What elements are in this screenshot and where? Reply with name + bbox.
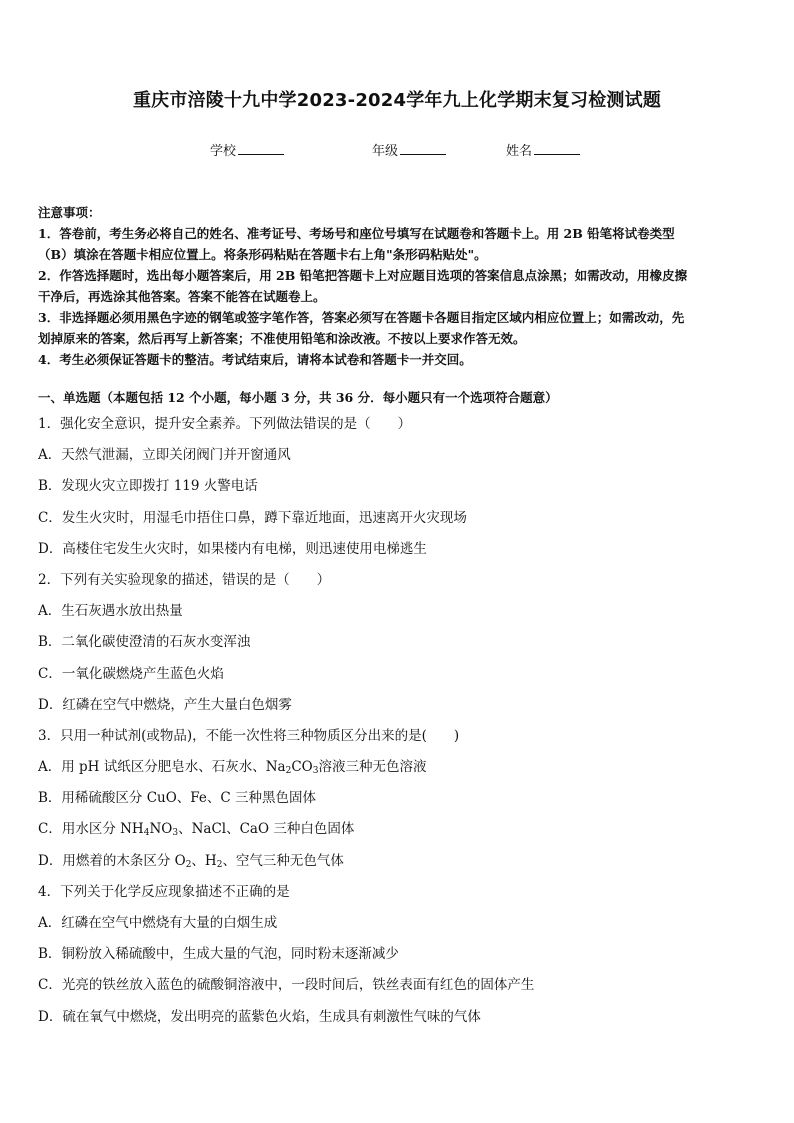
name-blank[interactable] [534,142,580,155]
line-text: A．生石灰遇水放出热量 [38,603,183,620]
subscript: 4 [143,828,150,839]
answer-option[interactable] [38,756,756,787]
school-field [210,140,284,159]
line-text: B．发现火灾立即拨打 119 火警电话 [38,478,258,495]
line-text: 2．下列有关实验现象的描述，错误的是（ ） [38,571,331,588]
line-text: C．用水区分 NH [38,821,144,838]
question-stem [38,725,756,756]
question-stem [38,413,756,444]
question-stem [38,569,756,600]
line-text: 溶液三种无色溶液 [318,759,427,776]
answer-option[interactable] [38,694,756,725]
notes-line: 1．答卷前，考生务必将自己的姓名、准考证号、考场号和座位号填写在试题卷和答题卡上。用 2B 铅笔将试卷类型 [38,226,675,241]
grade-label: 年级 [372,144,399,159]
answer-option[interactable] [38,631,756,662]
line-text: C．发生火灾时，用湿毛巾捂住口鼻，蹲下靠近地面，迅速离开火灾现场 [38,509,467,526]
answer-option[interactable] [38,818,756,849]
name-field [506,140,580,159]
line-text: A．用 pH 试纸区分肥皂水、石灰水、Na [38,759,286,776]
line-text: B．铜粉放入稀硫酸中，生成大量的气泡，同时粉末逐渐减少 [38,946,399,963]
grade-blank[interactable] [400,142,446,155]
answer-option[interactable] [38,943,756,974]
line-text: 、空气三种无色气体 [222,852,344,869]
line-text: 4．下列关于化学反应现象描述不正确的是 [38,883,290,900]
line-text: D．用燃着的木条区分 O [38,852,186,869]
line-text: D．高楼住宅发生火灾时，如果楼内有电梯，则迅速使用电梯逃生 [38,540,427,557]
answer-option[interactable] [38,475,756,506]
page-title: 重庆市涪陵十九中学2023-2024学年九上化学期末复习检测试题 [132,90,662,111]
line-text: CO [291,759,313,776]
school-blank[interactable] [238,142,284,155]
answer-option[interactable] [38,1006,756,1037]
subscript: 2 [216,859,223,870]
line-text: 3．只用一种试剂(或物品)，不能一次性将三种物质区分出来的是( ) [38,727,460,744]
answer-option[interactable] [38,787,756,818]
answer-option[interactable] [38,974,756,1005]
line-text: C．光亮的铁丝放入蓝色的硫酸铜溶液中，一段时间后，铁丝表面有红色的固体产生 [38,977,535,994]
line-text: B．用稀硫酸区分 CuO、Fe、C 三种黑色固体 [38,790,317,807]
notes-line: 3．非选择题必须用黑色字迹的钢笔或签字笔作答，答案必须写在答题卡各题目指定区域内相应位置上；如需改动，先 [38,310,685,325]
question-list [38,413,756,1037]
notes-line: 4．考生必须保证答题卡的整洁。考试结束后，请将本试卷和答题卡一并交回。 [38,352,472,367]
answer-option[interactable] [38,507,756,538]
grade-field [372,140,446,159]
subscript: 3 [312,766,319,777]
line-text: D．硫在氧气中燃烧，发出明亮的蓝紫色火焰，生成具有刺激性气味的气体 [38,1008,481,1025]
line-text: 1．强化安全意识，提升安全素养。下列做法错误的是（ ） [38,416,412,432]
answer-option[interactable] [38,663,756,694]
notes-heading: 注意事项： [38,205,101,220]
notes-line: 干净后，再选涂其他答案。答案不能答在试题卷上。 [38,289,326,304]
line-text: 、H [191,852,217,869]
answer-option[interactable] [38,912,756,943]
notes-line: 划掉原来的答案，然后再写上新答案；不准使用铅笔和涂改液。不按以上要求作答无效。 [38,331,526,346]
answer-option[interactable] [38,600,756,631]
notes-line: 2．作答选择题时，选出每小题答案后，用 2B 铅笔把答题卡上对应题目选项的答案信息点涂黑；如需改动，用橡皮擦 [38,268,688,283]
subscript: 3 [172,828,179,839]
school-label: 学校 [210,144,237,159]
line-text: 、NaCl、CaO 三种白色固体 [178,821,355,838]
answer-option[interactable] [38,444,756,475]
answer-option[interactable] [38,538,756,569]
question-stem [38,881,756,912]
answer-option[interactable] [38,850,756,881]
line-text: D．红磷在空气中燃烧，产生大量白色烟雾 [38,696,292,713]
line-text: B．二氧化碳使澄清的石灰水变浑浊 [38,634,251,651]
subscript: 2 [185,859,192,870]
line-text: A．红磷在空气中燃烧有大量的白烟生成 [38,915,278,931]
student-info-row [0,140,794,160]
exam-notes [38,202,756,370]
line-text: C．一氧化碳燃烧产生蓝色火焰 [38,665,224,682]
notes-line: （B）填涂在答题卡相应位置上。将条形码粘贴在答题卡右上角"条形码粘贴处"。 [38,247,487,262]
name-label: 姓名 [506,144,533,159]
line-text: A．天然气泄漏，立即关闭阀门并开窗通风 [38,447,291,464]
section-heading: 一、单选题（本题包括 12 个小题，每小题 3 分，共 36 分．每小题只有一个选项符合题意） [38,390,558,405]
subscript: 2 [285,766,292,777]
line-text: NO [149,821,173,838]
